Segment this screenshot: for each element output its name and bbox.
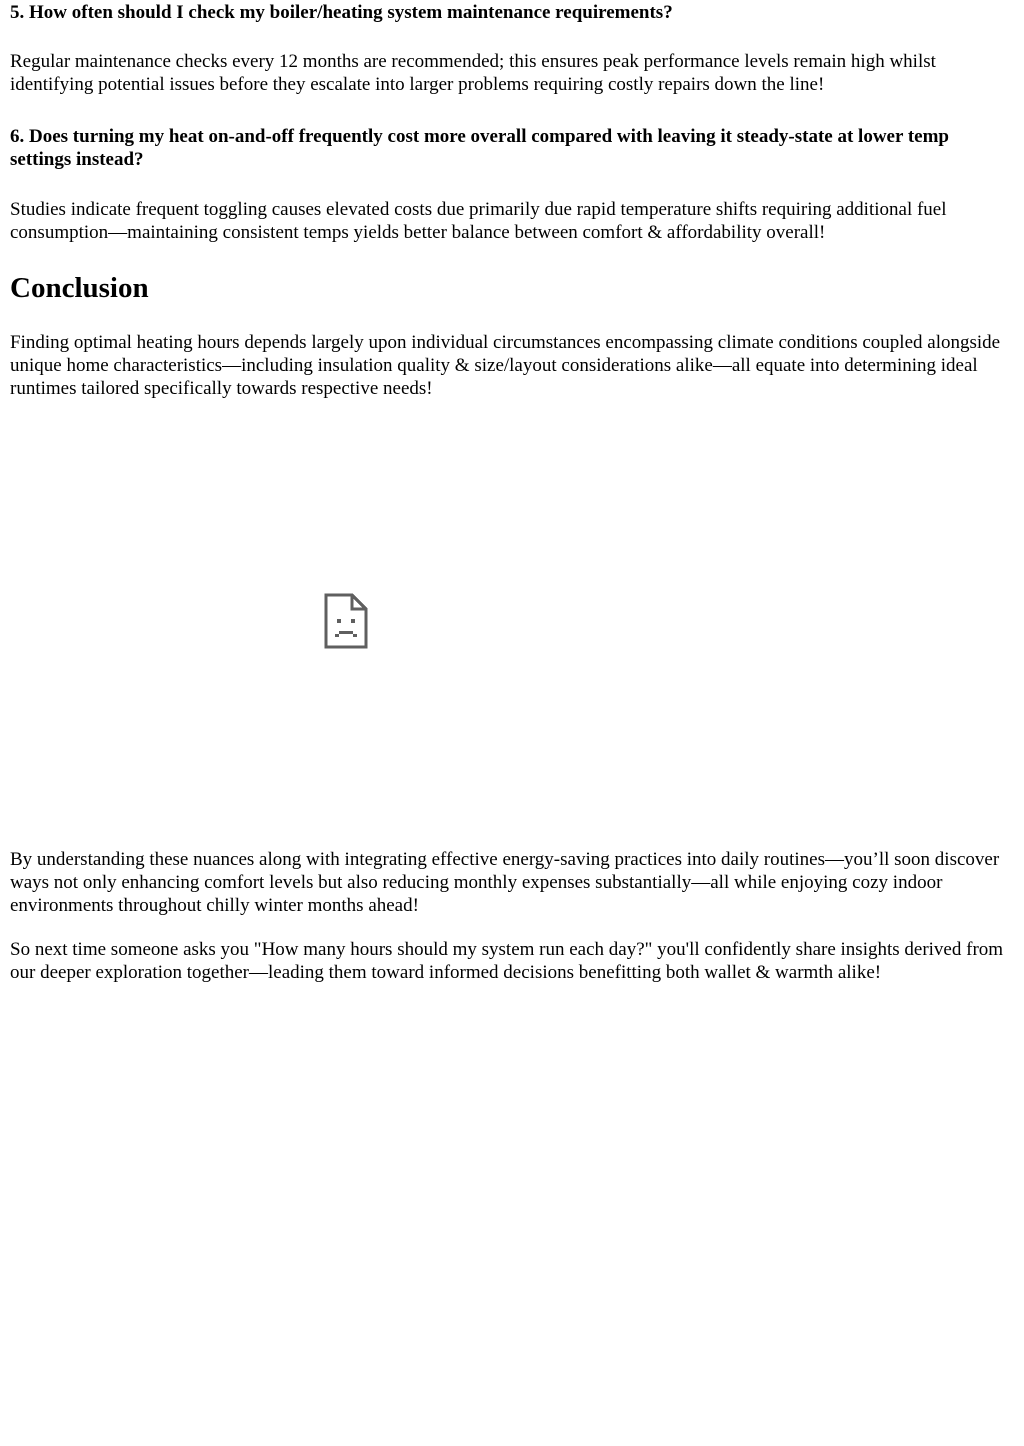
faq-question-6: 6. Does turning my heat on-and-off frequently cost more overall compared with leaving it steady-state at lower temp settings instead? <box>10 126 949 170</box>
conclusion-paragraph: Finding optimal heating hours depends largely upon individual circumstances encompassing climate conditions coupled alongside unique home characteristics—including insulation quality & size/layout considerations alike—all equate into determining ideal runtimes tailored specifically towards respective needs! <box>10 332 1001 399</box>
closing-paragraph-1: By understanding these nuances along with integrating effective energy-saving practices into daily routines—you’ll soon discover ways not only enhancing comfort levels but also reducing monthly expenses substantially—all while enjoying cozy indoor environments throughout chilly winter months ahead! <box>10 849 1000 916</box>
faq-answer-6: Studies indicate frequent toggling causes elevated costs due primarily due rapid temperature shifts requiring additional fuel consumption—maintaining consistent temps yields better balance between comfort & affordability overall! <box>10 199 947 243</box>
closing-paragraph-2: So next time someone asks you "How many hours should my system run each day?" you'll confidently share insights derived from our deeper exploration together—leading them toward informed decisions benefitting both wallet & warmth alike! <box>10 939 1004 983</box>
faq-question-5: 5. How often should I check my boiler/heating system maintenance requirements? <box>10 2 673 23</box>
faq-answer-5: Regular maintenance checks every 12 months are recommended; this ensures peak performance levels remain high whilst identifying potential issues before they escalate into larger problems requiring costly repairs down the line! <box>10 51 936 95</box>
conclusion-heading: Conclusion <box>10 272 149 304</box>
broken-image-icon <box>324 593 368 649</box>
